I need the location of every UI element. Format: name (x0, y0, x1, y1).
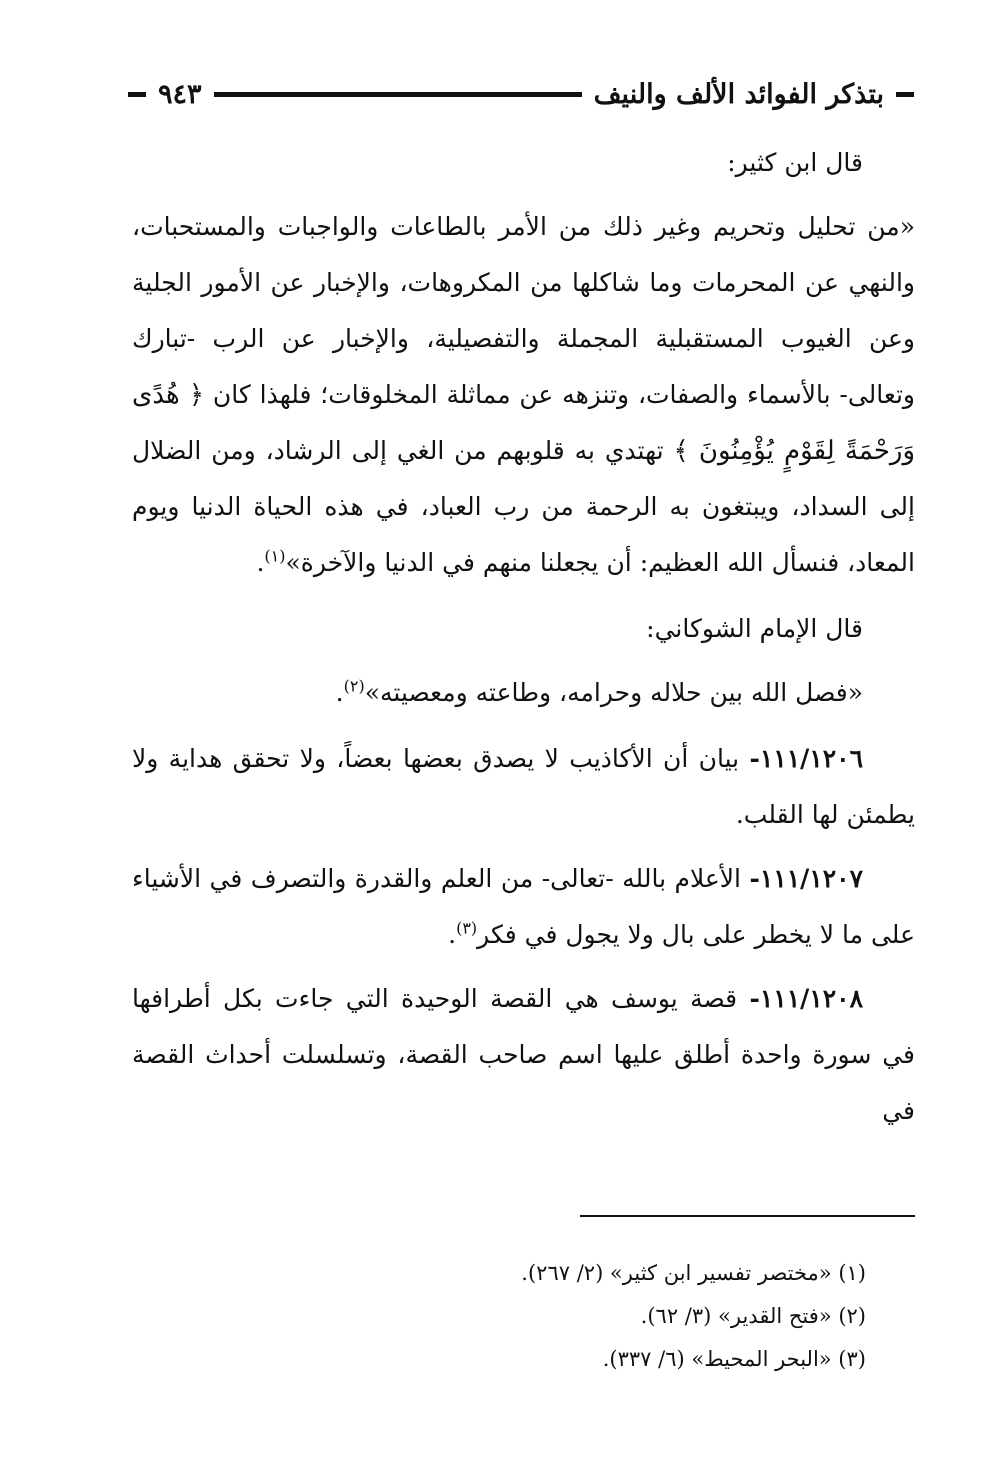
footnote-ref-1[interactable]: (١) (264, 546, 286, 566)
footnote-ref-2[interactable]: (٢) (343, 676, 365, 696)
shawkani-label: قال الإمام الشوكاني: (646, 614, 863, 643)
benefit-text-1207: الأعلام بالله -تعالى- من العلم والقدرة والتصرف في الأشياء على ما لا يخطر على بال ولا يجول في فكر (132, 864, 915, 949)
quote-text-before-ayah: «من تحليل وتحريم وغير ذلك من الأمر بالطاعات والواجبات والمستحبات، والنهي عن المحرمات وما شاكلها من المكروهات، والإخبار عن الأمور الجلية وعن الغيوب المستقبلية المجملة والتفصيلية، والإخبار عن الرب -تبارك وتعالى- بالأسماء والصفات، وتنزهه عن مماثلة المخلوقات؛ فلهذا كان (132, 212, 915, 409)
footnotes (300, 1252, 866, 1381)
quranic-verse: ﴿ هُدًى وَرَحْمَةً لِقَوْمٍ يُؤْمِنُونَ ﴾ (132, 380, 916, 466)
header-dash-right (896, 92, 914, 97)
header-dash-left (128, 92, 146, 97)
footnote-ref-3[interactable]: (٣) (456, 918, 478, 938)
page-number: ٩٤٣ (158, 78, 202, 110)
header-rule (214, 92, 582, 97)
benefit-1208 (132, 971, 915, 1139)
main-text (132, 135, 915, 1147)
quote-text-after-ayah: تهتدي به قلوبهم من الغي إلى الرشاد، ومن الضلال إلى السداد، ويبتغون به الرحمة من رب العباد، في هذه الحياة الدنيا ويوم المعاد، فنسأل الله العظيم: أن يجعلنا منهم في الدنيا والآخرة» (132, 436, 915, 577)
benefit-text-1208: قصة يوسف هي القصة الوحيدة التي جاءت بكل أطرافها في سورة واحدة أطلق عليها اسم صاحب القصة، وتسلسلت أحداث القصة في (132, 984, 915, 1125)
benefit-1207: ١١١/١٢٠٧- الأعلام بالله -تعالى- من العلم والقدرة والتصرف في الأشياء على ما لا يخطر على بال ولا يجول في فكر$^{(٣)}$. (132, 864, 915, 949)
footnote-2: (٢) «فتح القدير» (٣/ ٦٢). (640, 1304, 866, 1328)
shawkani-quote: «فصل الله بين حلاله وحرامه، وطاعته ومعصيته»$^{(٢)}$. (335, 676, 863, 707)
ibn-kathir-label: قال ابن كثير: (727, 148, 863, 177)
footnote-1: (١) «مختصر تفسير ابن كثير» (٢/ ٢٦٧). (521, 1261, 866, 1285)
header-title: بتذكر الفوائد الألف والنيف (593, 78, 884, 110)
running-header (128, 72, 914, 116)
benefit-text-1206: بيان أن الأكاذيب لا يصدق بعضها بعضاً، ولا تحقق هداية ولا يطمئن لها القلب. (132, 744, 915, 829)
benefit-number-1208: ١١١/١٢٠٨- (749, 984, 863, 1013)
footnote-3: (٣) «البحر المحيط» (٦/ ٣٣٧). (602, 1347, 866, 1371)
benefit-number-1207: ١١١/١٢٠٧- (749, 864, 863, 893)
ibn-kathir-quote: «من تحليل وتحريم وغير ذلك من الأمر بالطاعات والواجبات والمستحبات، والنهي عن المحرمات وما شاكلها من المكروهات، والإخبار عن الأمور الجلية وعن الغيوب المستقبلية المجملة والتفصيلية، والإخبار عن الرب -تبارك وتعالى- بالأسماء والصفات، وتنزهه عن مماثلة المخلوقات؛ فلهذا كان ﴿ هُدًى وَرَحْمَةً لِقَوْمٍ يُؤْمِنُونَ ﴾ تهتدي به قلوبهم من الغي إلى الرشاد، ومن الضلال إلى السداد، ويبتغون به الرحمة من رب العباد، في هذه الحياة الدنيا ويوم المعاد، فنسأل الله العظيم: أن يجعلنا منهم في الدنيا والآخرة»$^{(١)}$. (132, 212, 916, 577)
benefit-number-1206: ١١١/١٢٠٦- (749, 744, 863, 773)
benefit-1206 (132, 731, 915, 843)
shawkani-quote-text: «فصل الله بين حلاله وحرامه، وطاعته ومعصيته» (364, 678, 863, 707)
footnote-separator (580, 1215, 915, 1217)
